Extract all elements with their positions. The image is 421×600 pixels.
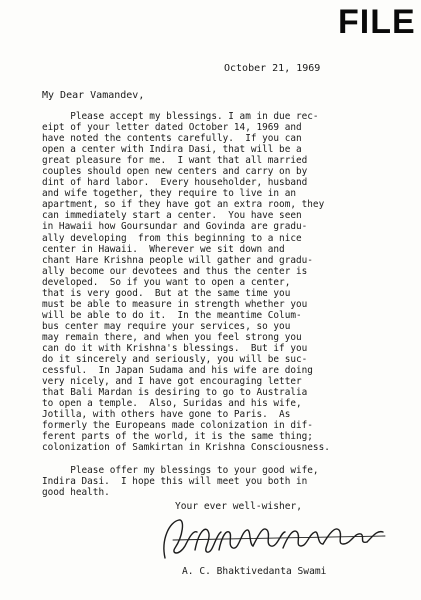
body-line: cessful. In Japan Sudama and his wife are doing <box>42 365 313 377</box>
body-line: can immediately start a center. You have seen <box>42 210 302 222</box>
body-line: open a center with Indira Dasi, that will be a <box>42 144 302 156</box>
body-line: formerly the Europeans made colonization in dif- <box>42 420 313 432</box>
body-line: ferent parts of the world, it is the same thing; <box>42 431 313 443</box>
body-line: and wife together, they require to live in an <box>42 188 296 200</box>
body-line: very nicely, and I have got encouraging letter <box>42 376 302 388</box>
body-line: that is very good. But at the same time you <box>42 287 291 299</box>
body-line: Jotilla, with others have gone to Paris. As <box>42 409 291 421</box>
body-line <box>42 453 414 464</box>
body-line: developed. So if you want to open a center, <box>42 276 291 288</box>
letter-date: October 21, 1969 <box>224 63 321 74</box>
body-line: couples should open new centers and carry on by <box>42 166 308 178</box>
body-line: bus center may require your services, so you <box>42 320 291 332</box>
body-line: center in Hawaii. Wherever we sit down and <box>42 243 285 255</box>
body-line: apartment, so if they have got an extra room, they <box>42 199 325 211</box>
body-line: may remain there, and when you feel strong you <box>42 331 302 343</box>
salutation: My Dear Vamandev, <box>42 90 145 101</box>
body-line: good health. <box>42 486 110 498</box>
body-line: chant Hare Krishna people will gather and gradu- <box>42 254 313 266</box>
file-stamp: FILE <box>338 3 416 41</box>
body-line: ally become our devotees and thus the center is <box>42 265 308 277</box>
body-line: will be able to do it. In the meantime Colum- <box>42 309 302 321</box>
handwritten-signature <box>155 510 395 566</box>
letter-body <box>42 111 414 498</box>
signer-name: A. C. Bhaktivedanta Swami <box>182 566 327 577</box>
body-line: eipt of your letter dated October 14, 1969 and <box>42 122 302 134</box>
body-line: must be able to measure in strength whether you <box>42 298 308 310</box>
body-line: great pleasure for me. I want that all married <box>42 155 308 167</box>
body-line: can do it with Krishna's blessings. But if you <box>42 342 308 354</box>
body-line: Please accept my blessings. I am in due rec- <box>42 111 319 122</box>
body-line: ally developing from this beginning to a nice <box>42 232 302 244</box>
body-line: Indira Dasi. I hope this will meet you both in <box>42 475 308 487</box>
body-line: in Hawaii how Goursundar and Govinda are gradu- <box>42 221 308 233</box>
body-line: do it sincerely and seriously, you will be suc- <box>42 354 308 366</box>
closing-line: Your ever well-wisher, <box>175 501 303 512</box>
body-line: Please offer my blessings to your good wife, <box>42 464 319 476</box>
body-line: to open a temple. Also, Suridas and his wife, <box>42 398 302 410</box>
body-line: colonization of Samkirtan in Krishna Consciousness. <box>42 442 330 454</box>
body-line: dint of hard labor. Every householder, husband <box>42 177 308 189</box>
body-line: that Bali Mardan is desiring to go to Australia <box>42 387 308 399</box>
body-line: have noted the contents carefully. If you can <box>42 133 302 145</box>
